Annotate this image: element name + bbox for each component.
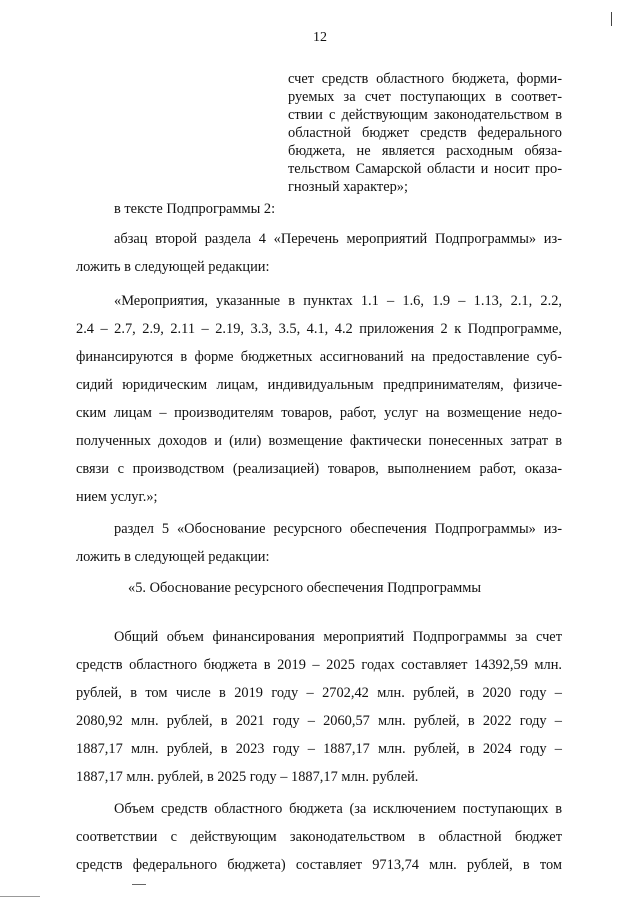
paragraph-line: «Мероприятия, указанные в пунктах 1.1 – 1.6, 1.9 – 1.13, 2.1, 2.2, bbox=[114, 293, 562, 309]
paragraph-line: в тексте Подпрограммы 2: bbox=[114, 201, 276, 217]
paragraph-line: сидий юридическим лицам, индивидуальным предпринимателям, физиче- bbox=[76, 377, 562, 393]
paragraph-line: полученных доходов и (или) возмещение фактически понесенных затрат в bbox=[76, 433, 562, 449]
paragraph-line: Общий объем финансирования мероприятий Подпрограммы за счет bbox=[114, 629, 562, 645]
paragraph-line: 2080,92 млн. рублей, в 2021 году – 2060,57 млн. рублей, в 2022 году – bbox=[76, 713, 562, 729]
scan-mark bbox=[132, 884, 146, 885]
quote-line: тельством Самарской области и носит про- bbox=[288, 161, 562, 177]
paragraph-line: соответствии с действующим законодательством в областной бюджет bbox=[76, 829, 562, 845]
paragraph-line: средств федерального бюджета) составляет 9713,74 млн. рублей, в том bbox=[76, 857, 562, 873]
paragraph-line: абзац второй раздела 4 «Перечень мероприятий Подпрограммы» из- bbox=[114, 231, 562, 247]
quote-line: гнозный характер»; bbox=[288, 179, 408, 195]
paragraph-line: связи с производством (реализацией) товаров, выполнением работ, оказа- bbox=[76, 461, 562, 477]
paragraph-line: ложить в следующей редакции: bbox=[76, 549, 270, 565]
scan-mark bbox=[611, 12, 612, 26]
section-heading: «5. Обоснование ресурсного обеспечения Подпрограммы bbox=[128, 580, 482, 596]
quote-line: областной бюджет средств федерального bbox=[288, 125, 562, 141]
scan-mark bbox=[0, 896, 40, 897]
quote-line: бюджета, не является расходным обяза- bbox=[288, 143, 562, 159]
paragraph-line: раздел 5 «Обоснование ресурсного обеспечения Подпрограммы» из- bbox=[114, 521, 562, 537]
quote-line: руемых за счет поступающих в соответ- bbox=[288, 89, 562, 105]
paragraph-line: 1887,17 млн. рублей, в 2025 году – 1887,17 млн. рублей. bbox=[76, 769, 419, 785]
paragraph-line: нием услуг.»; bbox=[76, 489, 158, 505]
paragraph-line: рублей, в том числе в 2019 году – 2702,42 млн. рублей, в 2020 году – bbox=[76, 685, 562, 701]
paragraph-line: 2.4 – 2.7, 2.9, 2.11 – 2.19, 3.3, 3.5, 4.1, 4.2 приложения 2 к Подпрограмме, bbox=[76, 321, 562, 337]
paragraph-line: ложить в следующей редакции: bbox=[76, 259, 270, 275]
paragraph-line: средств областного бюджета в 2019 – 2025 годах составляет 14392,59 млн. bbox=[76, 657, 562, 673]
quote-line: ствии с действующим законодательством в bbox=[288, 107, 562, 123]
page-number: 12 bbox=[313, 30, 327, 45]
paragraph-line: Объем средств областного бюджета (за исключением поступающих в bbox=[114, 801, 562, 817]
paragraph-line: ским лицам – производителям товаров, работ, услуг на возмещение недо- bbox=[76, 405, 562, 421]
paragraph-line: 1887,17 млн. рублей, в 2023 году – 1887,17 млн. рублей, в 2024 году – bbox=[76, 741, 562, 757]
quote-line: счет средств областного бюджета, форми- bbox=[288, 71, 562, 87]
paragraph-line: финансируются в форме бюджетных ассигнований на предоставление суб- bbox=[76, 349, 562, 365]
